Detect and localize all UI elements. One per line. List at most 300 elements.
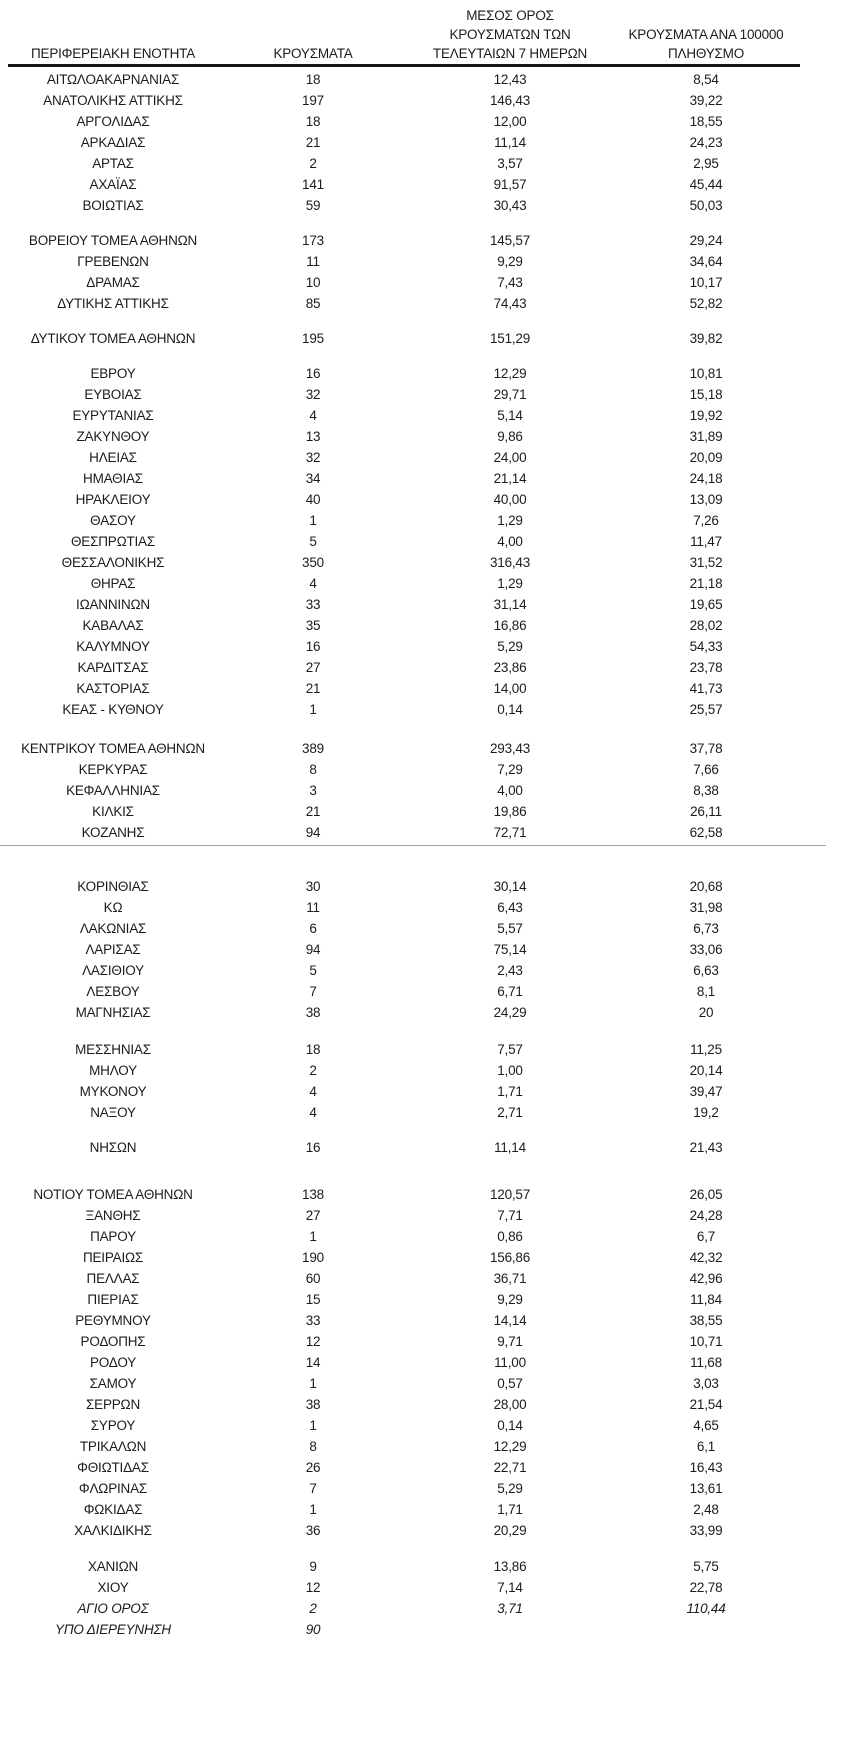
region-name: ΑΙΤΩΛΟΑΚΑΡΝΑΝΙΑΣ: [46, 72, 180, 87]
avg7-value: 9,71: [497, 1334, 523, 1349]
region-name: ΚΑΒΑΛΑΣ: [82, 618, 144, 633]
cases-value: 13: [305, 429, 321, 444]
table-body: [8, 69, 800, 1640]
per100k-value: 13,61: [689, 1481, 723, 1496]
per100k-value: 33,99: [689, 1523, 723, 1538]
region-name: ΚΕΦΑΛΛΗΝΙΑΣ: [66, 783, 160, 798]
region-name: ΙΩΑΝΝΙΝΩΝ: [76, 597, 150, 612]
cases-value: 36: [305, 1523, 321, 1538]
per100k-value: 28,02: [689, 618, 723, 633]
table-row: [8, 489, 800, 510]
table-row: [8, 1499, 800, 1520]
per100k-value: 11,47: [690, 534, 722, 549]
table-row: [8, 897, 800, 918]
table-row: [8, 1577, 800, 1598]
avg7-value: 31,14: [493, 597, 527, 612]
region-name: ΠΙΕΡΙΑΣ: [87, 1292, 139, 1307]
table-row: [8, 636, 800, 657]
cases-value: 35: [305, 618, 321, 633]
per100k-value: 20,09: [689, 450, 723, 465]
avg7-value: 12,00: [493, 114, 527, 129]
region-name: ΣΑΜΟΥ: [89, 1376, 137, 1391]
table-row: [8, 90, 800, 111]
per100k-value: 42,32: [689, 1250, 723, 1265]
per100k-value: 10,17: [689, 275, 723, 290]
region-name: ΜΥΚΟΝΟΥ: [79, 1084, 147, 1099]
table-row: [8, 1415, 800, 1436]
region-name: ΤΡΙΚΑΛΩΝ: [79, 1439, 147, 1454]
avg7-value: 74,43: [493, 296, 527, 311]
cases-value: 9: [309, 1559, 317, 1574]
per100k-value: 10,71: [689, 1334, 723, 1349]
cases-value: 12: [305, 1580, 321, 1595]
avg7-value: 1,71: [497, 1502, 523, 1517]
cases-value: 1: [309, 1376, 317, 1391]
region-name: ΑΧΑΪΑΣ: [89, 177, 137, 192]
region-name: ΘΕΣΣΑΛΟΝΙΚΗΣ: [61, 555, 165, 570]
group-gap: [8, 216, 800, 230]
cases-value: 27: [305, 660, 321, 675]
avg7-value: 30,43: [493, 198, 527, 213]
per100k-value: 6,73: [693, 921, 719, 936]
per100k-value: 24,23: [689, 135, 723, 150]
per100k-value: 20: [698, 1005, 714, 1020]
per100k-value: 11,84: [690, 1292, 722, 1307]
per100k-value: 7,26: [693, 513, 719, 528]
cases-value: 11: [306, 254, 320, 269]
table-row: [8, 960, 800, 981]
table-row: [8, 293, 800, 314]
group-gap: [8, 720, 800, 738]
region-name: ΔΡΑΜΑΣ: [86, 275, 140, 290]
per100k-value: 21,54: [689, 1397, 723, 1412]
avg7-value: 3,57: [497, 156, 523, 171]
per100k-value: 31,98: [689, 900, 723, 915]
avg7-value: 151,29: [489, 331, 531, 346]
avg7-value: 1,29: [497, 576, 523, 591]
region-name: ΛΑΡΙΣΑΣ: [85, 942, 141, 957]
cases-value: 4: [309, 408, 317, 423]
region-name: ΗΡΑΚΛΕΙΟΥ: [75, 492, 151, 507]
avg7-value: 120,57: [489, 1187, 531, 1202]
avg7-value: 12,29: [493, 366, 527, 381]
cases-value: 1: [309, 702, 317, 717]
table-row: [8, 939, 800, 960]
table-row: [8, 822, 800, 843]
region-name: ΗΛΕΙΑΣ: [89, 450, 137, 465]
cases-value: 5: [309, 534, 317, 549]
cases-value: 16: [305, 366, 321, 381]
avg7-value: 0,86: [497, 1229, 523, 1244]
per100k-value: 15,18: [689, 387, 723, 402]
table-row: [8, 678, 800, 699]
cases-value: 32: [305, 450, 321, 465]
region-name: ΦΘΙΩΤΙΔΑΣ: [77, 1460, 149, 1475]
avg7-value: 21,14: [493, 471, 527, 486]
table-row: [8, 230, 800, 251]
cases-value: 18: [305, 114, 321, 129]
cases-value: 10: [305, 275, 321, 290]
per100k-value: 19,92: [689, 408, 723, 423]
per100k-value: 110,44: [686, 1601, 726, 1616]
avg7-value: 22,71: [493, 1460, 527, 1475]
cases-value: 21: [305, 135, 321, 150]
avg7-value: 316,43: [489, 555, 531, 570]
region-name: ΦΩΚΙΔΑΣ: [83, 1502, 143, 1517]
region-name: ΡΟΔΟΠΗΣ: [80, 1334, 146, 1349]
table-row: [8, 174, 800, 195]
table-row: [8, 384, 800, 405]
cases-value: 1: [309, 1229, 317, 1244]
avg7-value: 1,71: [497, 1084, 523, 1099]
table-row: [8, 468, 800, 489]
region-name: ΛΑΚΩΝΙΑΣ: [79, 921, 147, 936]
region-name: ΥΠΟ ΔΙΕΡΕΥΝΗΣΗ: [55, 1622, 171, 1637]
table-row: [8, 738, 800, 759]
table-row: [8, 132, 800, 153]
region-name: ΘΗΡΑΣ: [90, 576, 136, 591]
cases-value: 350: [302, 555, 324, 570]
region-name: ΕΥΒΟΙΑΣ: [84, 387, 142, 402]
per100k-value: 24,28: [689, 1208, 723, 1223]
avg7-value: 5,57: [497, 921, 523, 936]
per100k-value: 10,81: [689, 366, 723, 381]
avg7-value: 5,14: [497, 408, 523, 423]
region-name: ΚΕΑΣ - ΚΥΘΝΟΥ: [62, 702, 164, 717]
per100k-value: 39,47: [689, 1084, 723, 1099]
avg7-value: 0,57: [497, 1376, 523, 1391]
region-name: ΒΟΙΩΤΙΑΣ: [82, 198, 144, 213]
per100k-value: 26,11: [690, 804, 722, 819]
table-row: [8, 1289, 800, 1310]
per100k-value: 41,73: [689, 681, 723, 696]
avg7-value: 0,14: [497, 702, 523, 717]
avg7-value: 0,14: [497, 1418, 523, 1433]
region-name: ΣΥΡΟΥ: [90, 1418, 136, 1433]
per100k-value: 6,1: [696, 1439, 716, 1454]
region-name: ΑΡΓΟΛΙΔΑΣ: [76, 114, 150, 129]
region-name: ΚΑΣΤΟΡΙΑΣ: [76, 681, 150, 696]
table-row: [8, 1457, 800, 1478]
per100k-value: 21,18: [689, 576, 723, 591]
group-gap: [8, 1158, 800, 1184]
region-name: ΛΕΣΒΟΥ: [86, 984, 140, 999]
table-row: [8, 426, 800, 447]
table-row: [8, 251, 800, 272]
per100k-value: 45,44: [689, 177, 723, 192]
region-name: ΠΕΛΛΑΣ: [86, 1271, 140, 1286]
cases-value: 21: [305, 804, 321, 819]
avg7-value: 11,00: [494, 1355, 526, 1370]
cases-value: 7: [309, 1481, 317, 1496]
avg7-value: 6,43: [497, 900, 523, 915]
avg7-value: 7,14: [497, 1580, 523, 1595]
table-row: [8, 918, 800, 939]
column-header-region: ΠΕΡΙΦΕΡΕΙΑΚΗ ΕΝΟΤΗΤΑ: [30, 46, 196, 61]
avg7-value: 6,71: [497, 984, 523, 999]
cases-value: 138: [302, 1187, 324, 1202]
table-row: [8, 1619, 800, 1640]
per100k-value: 29,24: [689, 233, 723, 248]
per100k-value: 8,1: [696, 984, 716, 999]
cases-value: 15: [305, 1292, 321, 1307]
cases-value: 90: [305, 1622, 321, 1637]
avg7-value: 9,86: [497, 429, 523, 444]
table-row: [8, 1520, 800, 1541]
per100k-value: 5,75: [693, 1559, 719, 1574]
region-name: ΑΓΙΟ ΟΡΟΣ: [77, 1601, 149, 1616]
avg7-value: 3,71: [497, 1601, 523, 1616]
region-name: ΖΑΚΥΝΘΟΥ: [76, 429, 150, 444]
cases-value: 2: [309, 1063, 317, 1078]
table-row: [8, 1205, 800, 1226]
region-name: ΝΗΣΩΝ: [89, 1140, 137, 1155]
table-row: [8, 363, 800, 384]
cases-value: 94: [305, 825, 321, 840]
table-row: [8, 1268, 800, 1289]
table-row: [8, 111, 800, 132]
per100k-value: 6,63: [693, 963, 719, 978]
avg7-value: 2,71: [497, 1105, 523, 1120]
avg7-value: 7,29: [497, 762, 523, 777]
cases-value: 11: [306, 900, 320, 915]
cases-value: 6: [309, 921, 317, 936]
per100k-value: 2,95: [693, 156, 719, 171]
per100k-value: 39,82: [689, 331, 723, 346]
table-row: [8, 510, 800, 531]
region-name: ΔΥΤΙΚΟΥ ΤΟΜΕΑ ΑΘΗΝΩΝ: [30, 331, 196, 346]
region-name: ΔΥΤΙΚΗΣ ΑΤΤΙΚΗΣ: [57, 296, 169, 311]
table-row: [8, 594, 800, 615]
per100k-value: 52,82: [689, 296, 723, 311]
avg7-value: 5,29: [497, 639, 523, 654]
region-name: ΝΟΤΙΟΥ ΤΟΜΕΑ ΑΘΗΝΩΝ: [33, 1187, 193, 1202]
cases-value: 173: [302, 233, 324, 248]
avg7-value: 11,14: [494, 135, 526, 150]
cases-value: 16: [305, 639, 321, 654]
cases-value: 18: [305, 72, 321, 87]
group-gap: [8, 1023, 800, 1039]
avg7-value: 28,00: [493, 1397, 527, 1412]
column-header-cases: ΚΡΟΥΣΜΑΤΑ: [273, 46, 353, 61]
per100k-value: 25,57: [689, 702, 723, 717]
region-name: ΚΟΖΑΝΗΣ: [81, 825, 145, 840]
region-name: ΣΕΡΡΩΝ: [86, 1397, 140, 1412]
region-name: ΕΥΡΥΤΑΝΙΑΣ: [72, 408, 154, 423]
region-name: ΠΑΡΟΥ: [90, 1229, 136, 1244]
avg7-value: 1,29: [497, 513, 523, 528]
table-row: [8, 801, 800, 822]
regional-cases-table: [8, 6, 800, 1640]
avg7-value: 91,57: [493, 177, 527, 192]
cases-value: 18: [305, 1042, 321, 1057]
avg7-value: 7,57: [497, 1042, 523, 1057]
avg7-value: 40,00: [493, 492, 527, 507]
avg7-value: 75,14: [493, 942, 527, 957]
table-row: [8, 615, 800, 636]
table-row: [8, 759, 800, 780]
per100k-value: 13,09: [689, 492, 723, 507]
table-row: [8, 272, 800, 293]
group-gap: [8, 846, 800, 876]
region-name: ΚΕΡΚΥΡΑΣ: [78, 762, 148, 777]
per100k-value: 11,68: [690, 1355, 722, 1370]
cases-value: 4: [309, 1084, 317, 1099]
group-gap: [8, 1123, 800, 1137]
table-row: [8, 780, 800, 801]
region-name: ΜΕΣΣΗΝΙΑΣ: [75, 1042, 151, 1057]
cases-value: 94: [305, 942, 321, 957]
avg7-value: 14,14: [493, 1313, 527, 1328]
avg7-value: 13,86: [493, 1559, 527, 1574]
cases-value: 195: [302, 331, 324, 346]
region-name: ΜΗΛΟΥ: [89, 1063, 137, 1078]
table-row: [8, 1478, 800, 1499]
table-row: [8, 981, 800, 1002]
region-name: ΘΑΣΟΥ: [90, 513, 136, 528]
table-row: [8, 1137, 800, 1158]
per100k-value: 19,2: [693, 1105, 719, 1120]
table-row: [8, 1184, 800, 1205]
cases-value: 8: [309, 762, 317, 777]
region-name: ΝΑΞΟΥ: [90, 1105, 136, 1120]
cases-value: 85: [305, 296, 321, 311]
per100k-value: 50,03: [689, 198, 723, 213]
region-name: ΡΕΘΥΜΝΟΥ: [75, 1313, 151, 1328]
avg7-value: 11,14: [494, 1140, 526, 1155]
cases-value: 12: [305, 1334, 321, 1349]
table-row: [8, 573, 800, 594]
per100k-value: 8,38: [693, 783, 719, 798]
table-row: [8, 1060, 800, 1081]
cases-value: 1: [309, 1418, 317, 1433]
region-name: ΦΛΩΡΙΝΑΣ: [78, 1481, 148, 1496]
group-gap: [8, 314, 800, 328]
per100k-value: 6,7: [696, 1229, 716, 1244]
region-name: ΑΡΚΑΔΙΑΣ: [80, 135, 146, 150]
column-header-per100k: ΚΡΟΥΣΜΑΤΑ ΑΝΑ 100000 ΠΛΗΘΥΣΜΟ: [628, 27, 784, 61]
per100k-value: 39,22: [689, 93, 723, 108]
per100k-value: 8,54: [693, 72, 719, 87]
avg7-value: 4,00: [497, 783, 523, 798]
cases-value: 2: [309, 156, 317, 171]
cases-value: 33: [305, 1313, 321, 1328]
per100k-value: 18,55: [689, 114, 723, 129]
avg7-value: 7,71: [497, 1208, 523, 1223]
region-name: ΑΝΑΤΟΛΙΚΗΣ ΑΤΤΙΚΗΣ: [43, 93, 183, 108]
region-name: ΒΟΡΕΙΟΥ ΤΟΜΕΑ ΑΘΗΝΩΝ: [28, 233, 198, 248]
table-row: [8, 1310, 800, 1331]
group-gap: [8, 349, 800, 363]
cases-value: 4: [309, 1105, 317, 1120]
avg7-value: 2,43: [497, 963, 523, 978]
cases-value: 33: [305, 597, 321, 612]
avg7-value: 23,86: [493, 660, 527, 675]
table-row: [8, 552, 800, 573]
cases-value: 14: [305, 1355, 321, 1370]
cases-value: 38: [305, 1005, 321, 1020]
region-name: ΘΕΣΠΡΩΤΙΑΣ: [70, 534, 156, 549]
per100k-value: 26,05: [689, 1187, 723, 1202]
cases-value: 7: [309, 984, 317, 999]
table-row: [8, 195, 800, 216]
cases-value: 2: [309, 1601, 317, 1616]
region-name: ΠΕΙΡΑΙΩΣ: [82, 1250, 144, 1265]
avg7-value: 1,00: [497, 1063, 523, 1078]
table-row: [8, 447, 800, 468]
group-gap: [8, 1541, 800, 1556]
per100k-value: 37,78: [689, 741, 723, 756]
cases-value: 40: [305, 492, 321, 507]
per100k-value: 42,96: [689, 1271, 723, 1286]
avg7-value: 5,29: [497, 1481, 523, 1496]
table-row: [8, 531, 800, 552]
region-name: ΗΜΑΘΙΑΣ: [83, 471, 143, 486]
avg7-value: 9,29: [497, 1292, 523, 1307]
cases-value: 190: [302, 1250, 324, 1265]
region-name: ΚΑΡΔΙΤΣΑΣ: [77, 660, 149, 675]
region-name: ΓΡΕΒΕΝΩΝ: [77, 254, 149, 269]
avg7-value: 30,14: [493, 879, 527, 894]
cases-value: 34: [305, 471, 321, 486]
avg7-value: 72,71: [493, 825, 527, 840]
avg7-value: 24,00: [493, 450, 527, 465]
table-row: [8, 405, 800, 426]
table-row: [8, 657, 800, 678]
per100k-value: 7,66: [693, 762, 719, 777]
per100k-value: 62,58: [689, 825, 723, 840]
avg7-value: 293,43: [489, 741, 531, 756]
per100k-value: 2,48: [693, 1502, 719, 1517]
cases-value: 197: [302, 93, 324, 108]
cases-value: 4: [309, 576, 317, 591]
per100k-value: 31,89: [689, 429, 723, 444]
per100k-value: 54,33: [689, 639, 723, 654]
per100k-value: 33,06: [689, 942, 723, 957]
per100k-value: 23,78: [689, 660, 723, 675]
region-name: ΕΒΡΟΥ: [90, 366, 136, 381]
cases-value: 141: [302, 177, 324, 192]
cases-value: 1: [309, 513, 317, 528]
table-row: [8, 328, 800, 349]
cases-value: 5: [309, 963, 317, 978]
per100k-value: 34,64: [689, 254, 723, 269]
header-rule: [8, 64, 800, 67]
per100k-value: 3,03: [693, 1376, 719, 1391]
per100k-value: 16,43: [689, 1460, 723, 1475]
table-header-row: [8, 6, 800, 63]
cases-value: 16: [305, 1140, 321, 1155]
cases-value: 30: [305, 879, 321, 894]
avg7-value: 19,86: [493, 804, 527, 819]
avg7-value: 145,57: [489, 233, 531, 248]
table-row: [8, 1226, 800, 1247]
cases-value: 389: [302, 741, 324, 756]
cases-value: 38: [305, 1397, 321, 1412]
cases-value: 8: [309, 1439, 317, 1454]
region-name: ΡΟΔΟΥ: [89, 1355, 137, 1370]
region-name: ΧΙΟΥ: [97, 1580, 129, 1595]
table-row: [8, 1002, 800, 1023]
table-row: [8, 1352, 800, 1373]
cases-value: 60: [305, 1271, 321, 1286]
region-name: ΑΡΤΑΣ: [92, 156, 134, 171]
cases-value: 21: [305, 681, 321, 696]
column-header-avg7: ΜΕΣΟΣ ΟΡΟΣ ΚΡΟΥΣΜΑΤΩΝ ΤΩΝ ΤΕΛΕΥΤΑΙΩΝ 7 ΗΜΕΡΩΝ: [432, 8, 588, 61]
per100k-value: 31,52: [689, 555, 723, 570]
avg7-value: 12,29: [493, 1439, 527, 1454]
table-row: [8, 1556, 800, 1577]
